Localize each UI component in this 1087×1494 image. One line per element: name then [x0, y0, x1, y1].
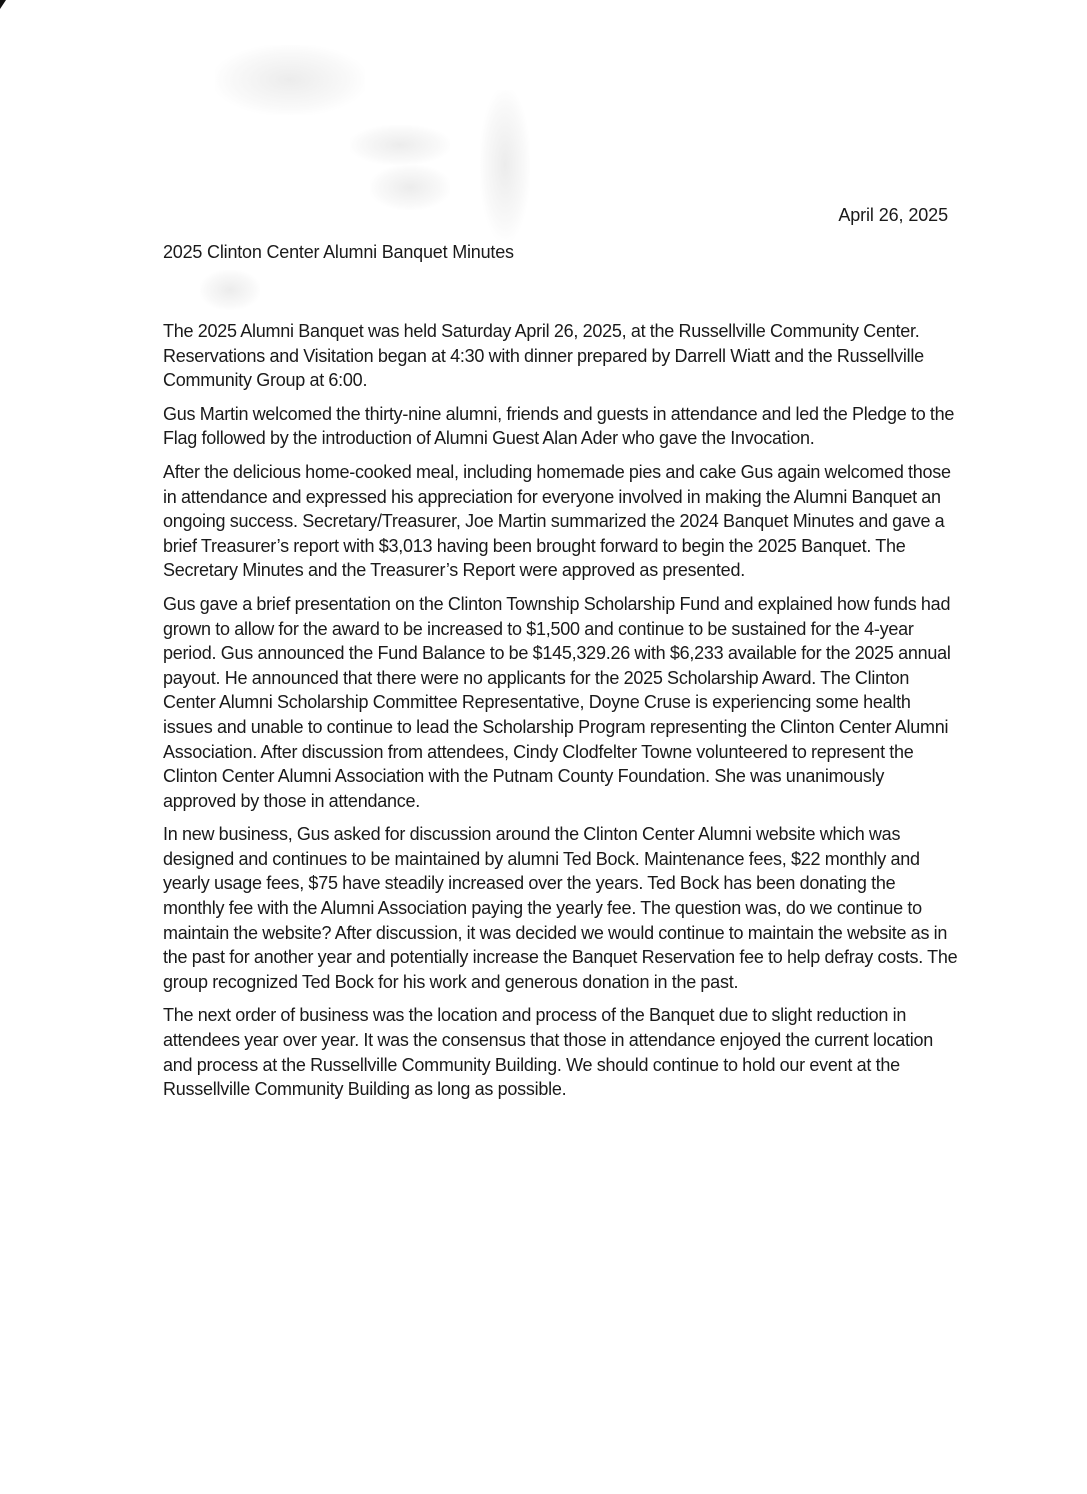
scan-corner-mark [0, 0, 6, 9]
scan-artifact [370, 165, 450, 210]
paragraph-website-business: In new business, Gus asked for discussion around the Clinton Center Alumni website which was designed and continues to be maintained by alumni Ted Bock. Maintenance fees, $22 monthly and yearly usage fees, $75 have steadily increased over the years. Ted Bock has been donating the monthly fee with the Alumni Association paying the yearly fee. The question was, do we continue to maintain the website? After discussion, it was decided we would continue to maintain the website as in the past for another year and potentially increase the Banquet Reservation fee to help defray costs. The group recognized Ted Bock for his work and generous donation in the past. [163, 824, 958, 992]
paragraph-banquet-location: The next order of business was the location and process of the Banquet due to slight reduction in attendees year over year. It was the consensus that those in attendance enjoyed the current location and process at the Russellville Community Building. We should continue to hold our event at the Russellville Community Building as long as possible. [163, 1005, 934, 1100]
scan-artifact [215, 45, 365, 115]
scan-artifact [480, 90, 530, 240]
scan-artifact [350, 125, 450, 165]
paragraph-treasurer-report: After the delicious home-cooked meal, including homemade pies and cake Gus again welcomed those in attendance and expressed his appreciation for everyone involved in making the Alumni Banquet an ongoing success. Secretary/Treasurer, Joe Martin summarized the 2024 Banquet Minutes and gave a brief Treasurer’s report with $3,013 having been brought forward to begin the 2025 Banquet. The Secretary Minutes and the Treasurer’s Report were approved as presented. [163, 461, 951, 581]
paragraph-scholarship-fund: Gus gave a brief presentation on the Clinton Township Scholarship Fund and explained how funds had grown to allow for the award to be increased to $1,500 and continue to be sustained for the 4-year period. Gus announced the Fund Balance to be $145,329.26 with $6,233 available for the 2025 annual payout. He announced that there were no applicants for the 2025 Scholarship Award. The Clinton Center Alumni Scholarship Committee Representative, Doyne Cruse is experiencing some health issues and unable to continue to lead the Scholarship Program representing the Clinton Center Alumni Association. After discussion from attendees, Cindy Clodfelter Towne volunteered to represent the Clinton Center Alumni Association with the Putnam County Foundation. She was unanimously approved by those in attendance. [163, 593, 951, 811]
paragraph-welcome: Gus Martin welcomed the thirty-nine alumni, friends and guests in attendance and led the Pledge to the Flag followed by the introduction of Alumni Guest Alan Ader who gave the Invocation. [163, 403, 955, 449]
paragraph-banquet-details: The 2025 Alumni Banquet was held Saturday April 26, 2025, at the Russellville Community Center. Reservations and Visitation began at 4:30 with dinner prepared by Darrell Wiatt and the Russellville Community Group at 6:00. [163, 321, 924, 391]
document-title: 2025 Clinton Center Alumni Banquet Minutes [163, 242, 514, 262]
document-date: April 26, 2025 [838, 205, 948, 225]
scan-artifact [200, 270, 260, 310]
document-body [163, 319, 958, 1111]
